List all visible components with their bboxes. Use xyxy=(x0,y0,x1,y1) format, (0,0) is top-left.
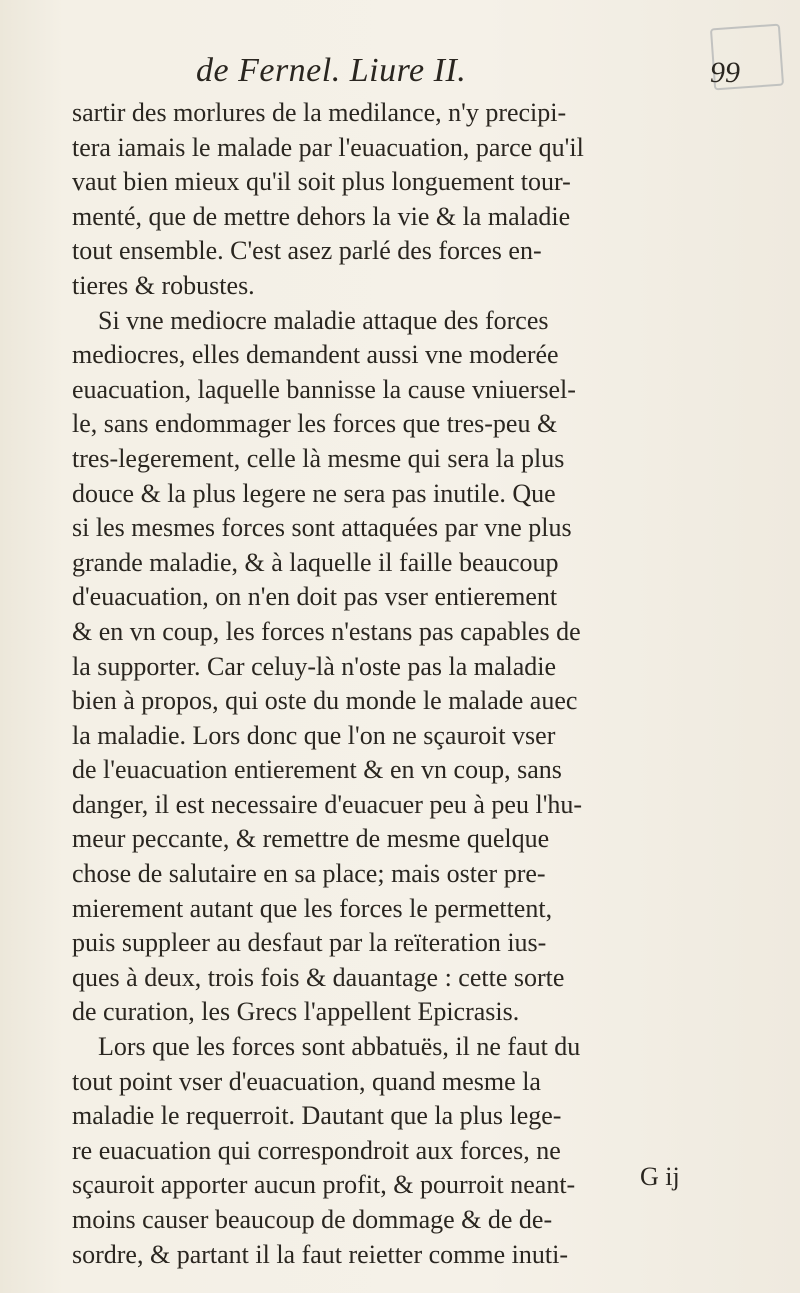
text-line: sçauroit apporter aucun profit, & pourroit neant- xyxy=(72,1170,576,1200)
text-line: Lors que les forces sont abbatuës, il ne faut du xyxy=(98,1032,581,1062)
text-line: tera iamais le malade par l'euacuation, parce qu'il xyxy=(72,132,584,162)
text-line: la supporter. Car celuy-là n'oste pas la maladie xyxy=(72,651,557,681)
signature-mark: G ij xyxy=(640,1162,680,1191)
page-number: 99 xyxy=(710,56,740,89)
text-line: danger, il est necessaire d'euacuer peu à peu l'hu- xyxy=(72,789,583,819)
text-line: mierement autant que les forces le permettent, xyxy=(72,893,553,923)
text-line: si les mesmes forces sont attaquées par vne plus xyxy=(72,513,572,543)
text-line: puis suppleer au desfaut par la reïteration ius- xyxy=(72,928,547,958)
text-line: le, sans endommager les forces que tres-peu & xyxy=(72,409,558,439)
text-line: sartir des morlures de la medilance, n'y precipi- xyxy=(72,98,567,127)
text-line: douce & la plus legere ne sera pas inutile. Que xyxy=(72,478,556,508)
text-line: chose de salutaire en sa place; mais oster pre- xyxy=(72,859,546,889)
body-text xyxy=(72,96,772,1272)
text-line: grande maladie, & à laquelle il faille beaucoup xyxy=(72,547,559,577)
text-line: menté, que de mettre dehors la vie & la maladie xyxy=(72,201,571,231)
text-line: de curation, les Grecs l'appellent Epicrasis. xyxy=(72,997,520,1027)
text-line: & en vn coup, les forces n'estans pas capables de xyxy=(72,616,581,646)
text-line: maladie le requerroit. Dautant que la plus lege- xyxy=(72,1101,562,1131)
text-line: re euacuation qui correspondroit aux forces, ne xyxy=(72,1135,561,1165)
text-line: mediocres, elles demandent aussi vne moderée xyxy=(72,340,559,370)
text-line: sordre, & partant il la faut reietter comme inuti- xyxy=(72,1239,568,1269)
text-line: tres-legerement, celle là mesme qui sera la plus xyxy=(72,443,565,473)
text-line: Si vne mediocre maladie attaque des forces xyxy=(98,305,549,335)
text-line: de l'euacuation entierement & en vn coup, sans xyxy=(72,755,562,785)
text-line: ques à deux, trois fois & dauantage : cette sorte xyxy=(72,962,565,992)
text-line: euacuation, laquelle bannisse la cause vniuersel- xyxy=(72,374,576,404)
text-line: vaut bien mieux qu'il soit plus longuement tour- xyxy=(72,167,571,197)
text-line: d'euacuation, on n'en doit pas vser entierement xyxy=(72,582,558,612)
text-line: tout ensemble. C'est asez parlé des forces en- xyxy=(72,236,542,266)
text-line: tout point vser d'euacuation, quand mesme la xyxy=(72,1066,541,1096)
text-line: la maladie. Lors donc que l'on ne sçauroit vser xyxy=(72,720,556,750)
text-line: meur peccante, & remettre de mesme quelque xyxy=(72,824,550,854)
running-title: de Fernel. Liure II. xyxy=(196,52,467,89)
page-header xyxy=(80,52,740,96)
text-line: bien à propos, qui oste du monde le malade auec xyxy=(72,686,578,716)
text-line: moins causer beaucoup de dommage & de de- xyxy=(72,1205,553,1234)
text-line: tieres & robustes. xyxy=(72,270,255,300)
